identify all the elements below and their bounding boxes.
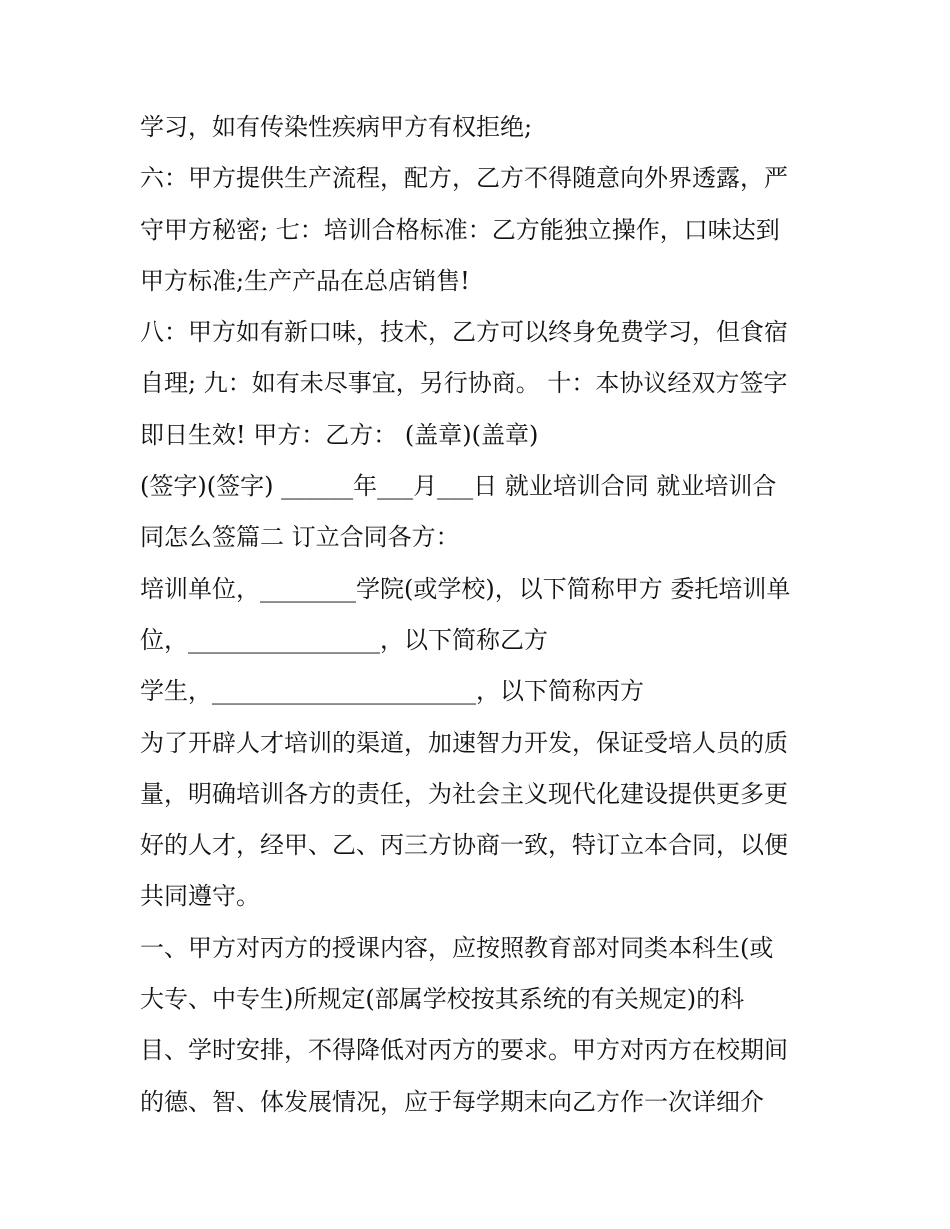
text-line: 学习，如有传染性疾病甲方有权拒绝;: [140, 113, 533, 141]
text-line: 为了开辟人才培训的渠道，加速智力开发，保证受培人员的质: [140, 728, 788, 757]
text-line: 大专、中专生)所规定(部属学校按其系统的有关规定)的科: [140, 985, 745, 1014]
text-line: 的德、智、体发展情况，应于每学期末向乙方作一次详细介: [140, 1087, 764, 1116]
text-line: 一、甲方对丙方的授课内容，应按照教育部对同类本科生(或: [140, 933, 774, 962]
text-line: 培训单位，________学院(或学校)，以下简称甲方 委托培训单: [140, 574, 791, 603]
text-line: 甲方标准;生产产品在总店销售!: [140, 266, 470, 295]
text-line: (签字)(签字) ______年___月___日 就业培训合同 就业培训合: [140, 472, 777, 501]
text-line: 即日生效! 甲方：乙方： (盖章)(盖章): [140, 420, 539, 449]
text-line: 位，________________，以下简称乙方: [140, 625, 548, 654]
text-line: 守甲方秘密; 七：培训合格标准：乙方能独立操作，口味达到: [140, 215, 780, 244]
text-line: 目、学时安排，不得降低对丙方的要求。甲方对丙方在校期间: [140, 1036, 788, 1065]
text-line: 共同遵守。: [140, 882, 260, 911]
text-line: 自理; 九：如有未尽事宜，另行协商。 十：本协议经双方签字: [140, 369, 788, 398]
text-line: 学生，______________________，以下简称丙方: [140, 677, 644, 706]
text-line: 好的人才，经甲、乙、丙三方协商一致，特订立本合同，以便: [140, 831, 788, 860]
text-line: 六：甲方提供生产流程，配方，乙方不得随意向外界透露，严: [140, 164, 788, 193]
text-line: 八：甲方如有新口味，技术，乙方可以终身免费学习，但食宿: [140, 318, 788, 347]
text-line: 同怎么签篇二 订立合同各方：: [140, 523, 460, 552]
text-line: 量，明确培训各方的责任，为社会主义现代化建设提供更多更: [140, 779, 788, 808]
document-body: [140, 102, 830, 1128]
